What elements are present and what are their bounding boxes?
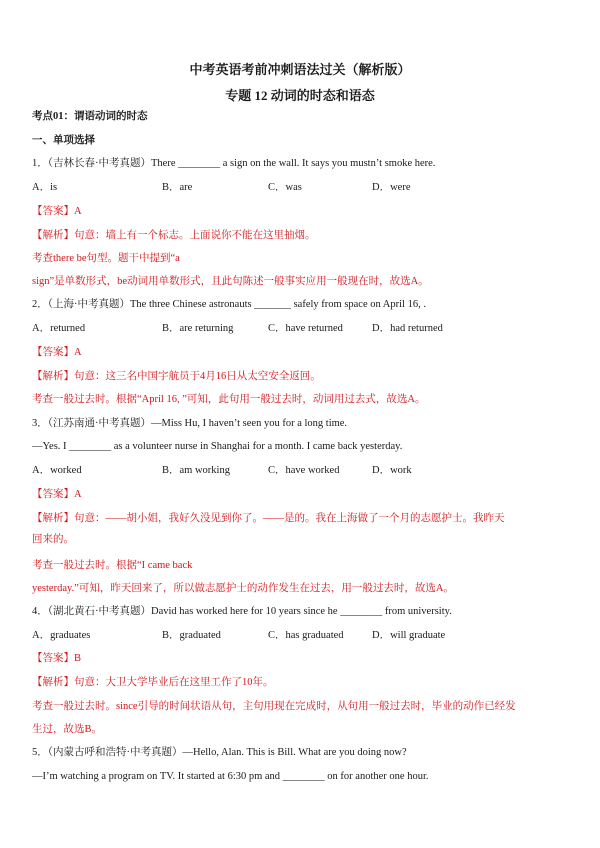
q1-analysis-line: 考查there be句型。题干中提到“a <box>32 253 180 264</box>
q3-option-b[interactable]: B．am working <box>162 465 230 476</box>
doc-title: 中考英语考前冲刺语法过关（解析版） <box>189 62 411 77</box>
q2-analysis-line: 考查一般过去时。根据“April 16, ”可知，此句用一般过去时，动词用过去式，故选A。 <box>32 394 426 405</box>
q4-option-d[interactable]: D．will graduate <box>372 630 446 641</box>
q3-option-d[interactable]: D．work <box>372 465 412 476</box>
q3-answer: 【答案】A <box>32 489 82 500</box>
question-4-stem: 4．（湖北黄石·中考真题）David has worked here for 10 years since he ________ from university. <box>32 606 452 617</box>
q1-analysis-line: 【解析】句意：墙上有一个标志。上面说你不能在这里抽烟。 <box>32 230 316 241</box>
section-heading: 考点01：谓语动词的时态 <box>32 111 148 122</box>
q4-option-b[interactable]: B．graduated <box>162 630 221 641</box>
q2-analysis-line: 【解析】句意：这三名中国宇航员于4月16日从太空安全返回。 <box>32 371 321 382</box>
question-3-stem: 3．（江苏南通·中考真题）—Miss Hu, I haven’t seen you for a long time. <box>32 418 348 429</box>
q1-option-c[interactable]: C．was <box>268 182 302 193</box>
part-heading: 一、单项选择 <box>32 135 95 146</box>
q3-option-c[interactable]: C．have worked <box>268 465 340 476</box>
question-3-stem-line2: —Yes. I ________ as a volunteer nurse in Shanghai for a month. I came back yesterday. <box>32 441 403 452</box>
q2-option-d[interactable]: D．had returned <box>372 323 443 334</box>
q4-analysis-line: 考查一般过去时。since引导的时间状语从句，主句用现在完成时，从句用一般过去时，毕业的动作已经发 <box>32 701 516 712</box>
question-5-stem: 5．（内蒙古呼和浩特·中考真题）—Hello, Alan. This is Bill. What are you doing now? <box>32 747 407 758</box>
q1-answer: 【答案】A <box>32 206 82 217</box>
q2-option-a[interactable]: A．returned <box>32 323 86 334</box>
q1-option-a[interactable]: A．is <box>32 182 58 193</box>
q4-option-a[interactable]: A．graduates <box>32 630 91 641</box>
question-5-stem-line2: —I’m watching a program on TV. It started at 6:30 pm and ________ on for another one hour. <box>32 771 429 782</box>
q3-analysis-line: 【解析】句意：——胡小姐，我好久没见到你了。——是的。我在上海做了一个月的志愿护士。我昨天 <box>32 513 505 524</box>
q3-option-a[interactable]: A．worked <box>32 465 82 476</box>
question-2-stem: 2．（上海·中考真题）The three Chinese astronauts _______ safely from space on April 16, . <box>32 299 426 310</box>
q1-analysis-line: sign”是单数形式，be动词用单数形式，且此句陈述一般事实应用一般现在时，故选A。 <box>32 276 429 287</box>
q3-analysis-line: 考查一般过去时。根据“I came back <box>32 560 193 571</box>
q2-answer: 【答案】A <box>32 347 82 358</box>
q1-option-d[interactable]: D．were <box>372 182 411 193</box>
q1-option-b[interactable]: B．are <box>162 182 193 193</box>
q4-answer: 【答案】B <box>32 653 82 664</box>
q3-analysis-line: 回来的。 <box>32 534 74 545</box>
q4-option-c[interactable]: C．has graduated <box>268 630 344 641</box>
q2-option-b[interactable]: B．are returning <box>162 323 234 334</box>
q4-analysis-line: 生过，故选B。 <box>32 724 103 735</box>
doc-subtitle: 专题 12 动词的时态和语态 <box>225 88 375 103</box>
question-1-stem: 1．（吉林长春·中考真题）There ________ a sign on the wall. It says you mustn’t smoke here. <box>32 158 436 169</box>
q3-analysis-line: yesterday.”可知，昨天回来了，所以做志愿护士的动作发生在过去，用一般过去时，故选A。 <box>32 583 454 594</box>
q2-option-c[interactable]: C．have returned <box>268 323 343 334</box>
q4-analysis-line: 【解析】句意：大卫大学毕业后在这里工作了10年。 <box>32 677 274 688</box>
